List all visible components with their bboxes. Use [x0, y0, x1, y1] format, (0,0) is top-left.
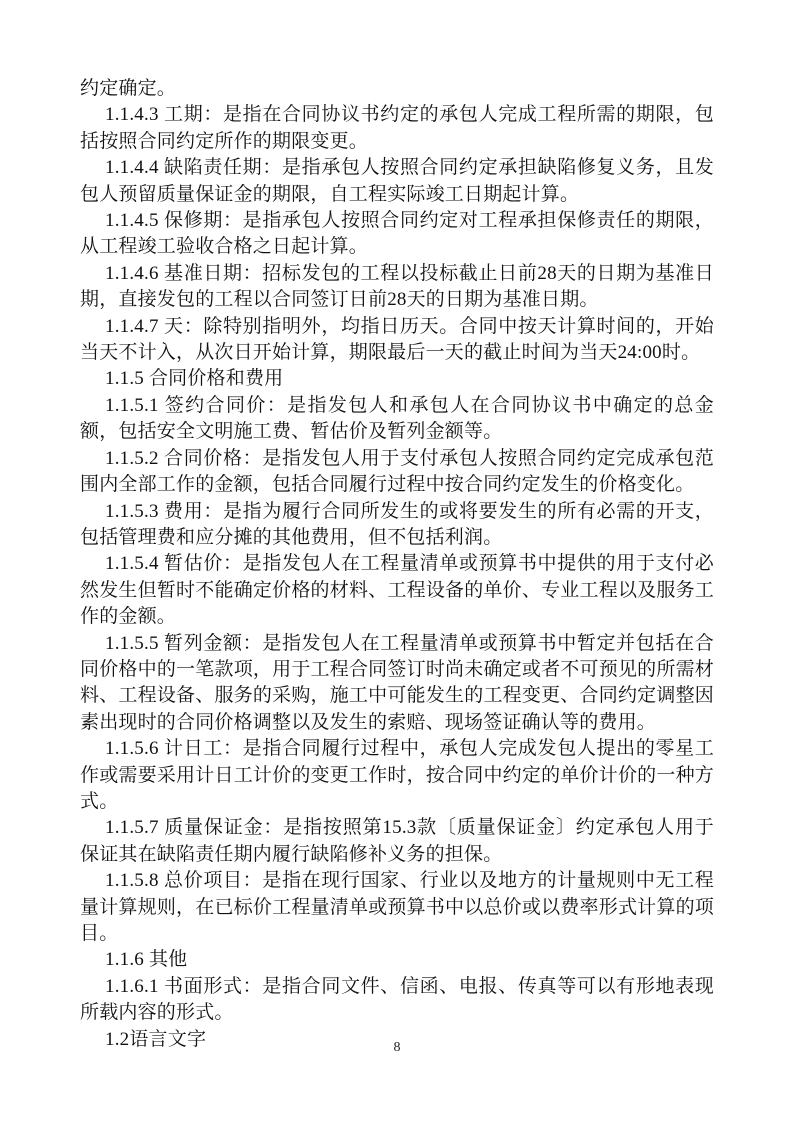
- paragraph: 1.1.5.8 总价项目：是指在现行国家、行业以及地方的计量规则中无工程量计算规则，在已标价工程量清单或预算书中以总价或以费率形式计算的项目。: [80, 870, 714, 944]
- paragraph: 1.1.5.3 费用：是指为履行合同所发生的或将要发生的所有必需的开支，包括管理费和应分摊的其他费用，但不包括利润。: [80, 500, 714, 548]
- paragraph: 1.1.5.2 合同价格：是指发包人用于支付承包人按照合同约定完成承包范围内全部工作的金额，包括合同履行过程中按合同约定发生的价格变化。: [80, 447, 714, 496]
- paragraph: 1.1.5.4 暂估价：是指发包人在工程量清单或预算书中提供的用于支付必然发生但暂时不能确定价格的材料、工程设备的单价、专业工程以及服务工作的金额。: [80, 553, 714, 628]
- page-number: 8: [393, 1040, 401, 1055]
- paragraph: 1.1.5 合同价格和费用: [105, 368, 284, 390]
- paragraph: 1.1.5.7 质量保证金：是指按照第15.3款〔质量保证金〕约定承包人用于保证其在缺陷责任期内履行缺陷修补义务的担保。: [80, 817, 714, 865]
- paragraph: 1.1.6 其他: [105, 949, 188, 971]
- paragraph: 约定确定。: [80, 78, 177, 99]
- paragraph: 1.1.5.1 签约合同价：是指发包人和承包人在合同协议书中确定的总金额，包括安全文明施工费、暂估价及暂列金额等。: [80, 394, 714, 443]
- paragraph: 1.2语言文字: [105, 1028, 207, 1050]
- paragraph: 1.1.5.6 计日工：是指合同履行过程中，承包人完成发包人提出的零星工作或需要采用计日工计价的变更工作时，按合同中约定的单价计价的一种方式。: [80, 738, 714, 812]
- paragraph: 1.1.4.6 基准日期：招标发包的工程以投标截止日前28天的日期为基准日期，直接发包的工程以合同签订日前28天的日期为基准日期。: [80, 262, 714, 311]
- paragraph: 1.1.6.1 书面形式：是指合同文件、信函、电报、传真等可以有形地表现所载内容的形式。: [80, 975, 714, 1024]
- paragraph: 1.1.4.3 工期：是指在合同协议书约定的承包人完成工程所需的期限，包括按照合同约定所作的期限变更。: [80, 104, 714, 152]
- paragraph: 1.1.4.4 缺陷责任期：是指承包人按照合同约定承担缺陷修复义务，且发包人预留质量保证金的期限，自工程实际竣工日期起计算。: [80, 157, 714, 205]
- paragraph: 1.1.4.5 保修期：是指承包人按照合同约定对工程承担保修责任的期限，从工程竣工验收合格之日起计算。: [80, 210, 714, 258]
- paragraph: 1.1.5.5 暂列金额：是指发包人在工程量清单或预算书中暂定并包括在合同价格中的一笔款项，用于工程合同签订时尚未确定或者不可预见的所需材料、工程设备、服务的采购，施工中可能发生的工程变更、合同约定调整因素出现时的合同价格调整以及发生的索赔、现场签证确认等的费用。: [80, 632, 714, 733]
- document-body: [80, 76, 714, 1053]
- paragraph: 1.1.4.7 天：除特别指明外，均指日历天。合同中按天计算时间的，开始当天不计入，从次日开始计算，期限最后一天的截止时间为当天24:00时。: [80, 315, 714, 364]
